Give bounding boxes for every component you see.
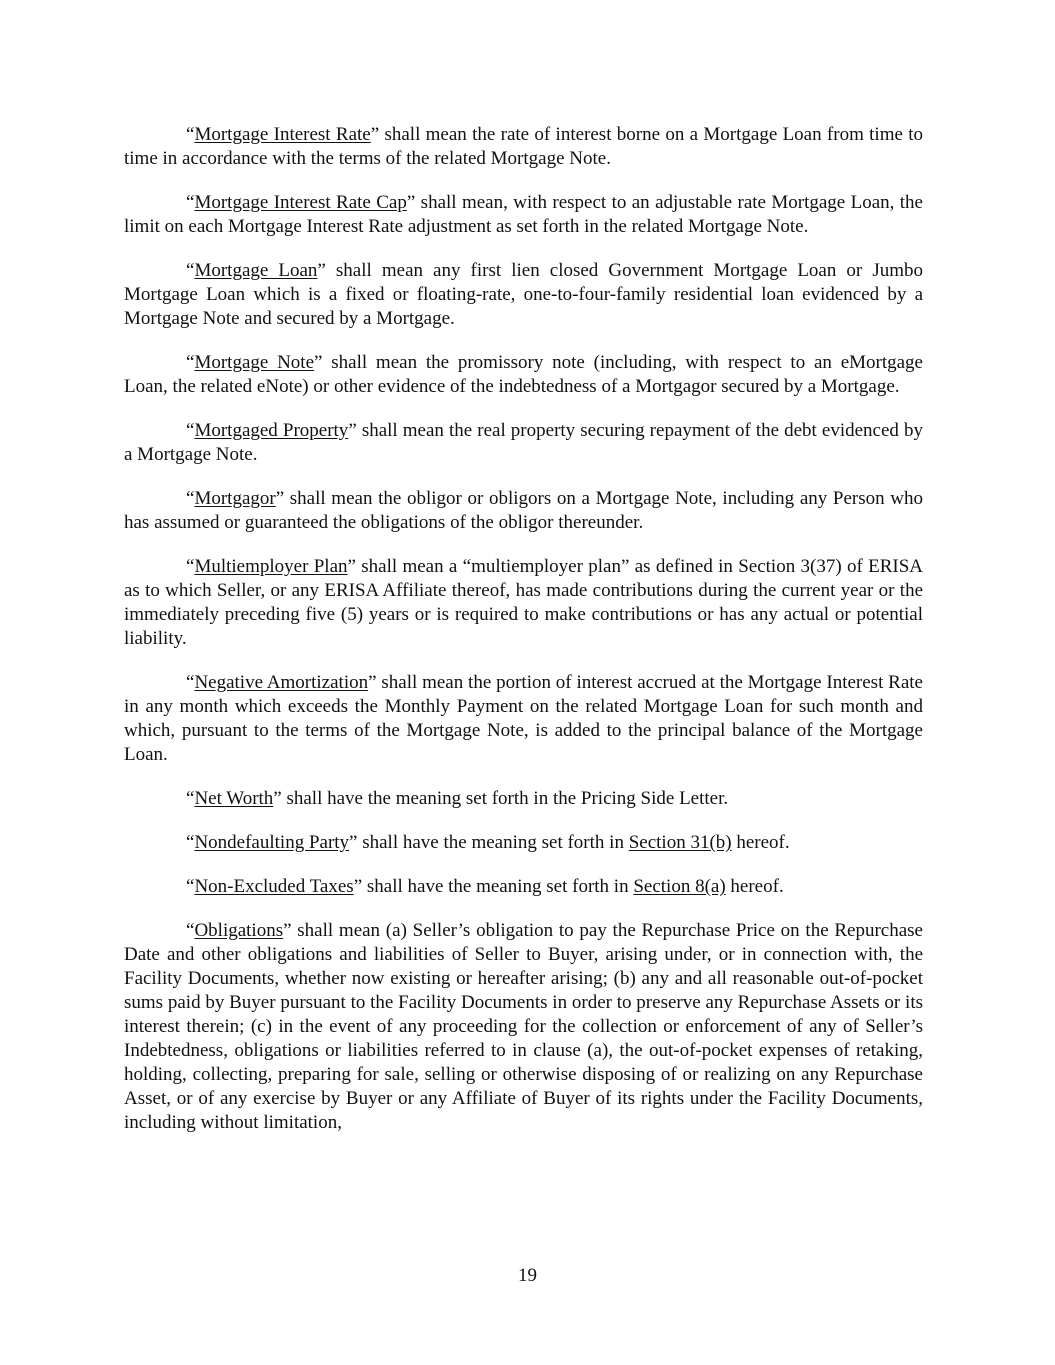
definition-text-tail: hereof. xyxy=(725,876,784,897)
section-reference: Section 31(b) xyxy=(628,832,732,853)
definition-mortgaged-property: “Mortgaged Property” shall mean the real property securing repayment of the debt evidenced by a Mortgage Note. xyxy=(124,420,923,465)
definition-text: shall mean the rate of interest borne on a Mortgage Loan from time to time in accordance with the terms of the related Mortgage Note. xyxy=(124,124,924,169)
definition-text: shall have the meaning set forth in the Pricing Side Letter. xyxy=(281,788,729,809)
defined-term: Obligations xyxy=(194,920,284,941)
definition-text-tail: hereof. xyxy=(731,832,790,853)
definition-text: shall mean the obligor or obligors on a Mortgage Note, including any Person who has assumed or guaranteed the obligations of the obligor thereunder. xyxy=(124,488,923,533)
definition-text: shall mean any first lien closed Government Mortgage Loan or Jumbo Mortgage Loan which is a fixed or floating-rate, one-to-four-family residential loan evidenced by a Mortgage Note and secured by a Mortgage. xyxy=(124,260,923,329)
defined-term: Mortgage Note xyxy=(194,352,315,373)
definition-text: shall mean the portion of interest accrued at the Mortgage Interest Rate in any month which exceeds the Monthly Payment on the related Mortgage Loan for such month and which, pursuant to the terms of the Mortgage Note, is added to the principal balance of the Mortgage Loan. xyxy=(124,672,923,765)
defined-term: Multiemployer Plan xyxy=(194,556,348,577)
defined-term: Net Worth xyxy=(194,788,274,809)
page-number: 19 xyxy=(518,1265,537,1286)
definition-text: shall mean (a) Seller’s obligation to pay the Repurchase Price on the Repurchase Date and other obligations and liabilities of Seller to Buyer, arising under, or in connection with, the Facility Documents, whether now existing or hereafter arising; (b) any and all reasonable out-of-pocket sums paid by Buyer pursuant to the Facility Documents in order to preserve any Repurchase Assets or its interest therein; (c) in the event of any proceeding for the collection or enforcement of any of Seller’s Indebtedness, obligations or liabilities referred to in clause (a), the out-of-pocket expenses of retaking, holding, collecting, preparing for sale, selling or otherwise disposing of or realizing on any Repurchase Asset, or of any exercise by Buyer or any Affiliate of Buyer of its rights under the Facility Documents, including without limitation, xyxy=(124,920,923,1133)
definition-mortgagor: “Mortgagor” shall mean the obligor or obligors on a Mortgage Note, including any Person who has assumed or guaranteed the obligations of the obligor thereunder. xyxy=(124,488,923,533)
definition-negative-amortization: “Negative Amortization” shall mean the portion of interest accrued at the Mortgage Interest Rate in any month which exceeds the Monthly Payment on the related Mortgage Loan for such month and which, pursuant to the terms of the Mortgage Note, is added to the principal balance of the Mortgage Loan. xyxy=(124,672,923,765)
definition-net-worth: “Net Worth” shall have the meaning set forth in the Pricing Side Letter. xyxy=(186,788,729,809)
definition-text: shall have the meaning set forth in xyxy=(357,832,629,853)
definition-mortgage-interest-rate: “Mortgage Interest Rate” shall mean the rate of interest borne on a Mortgage Loan from time to time in accordance with the terms of the related Mortgage Note. xyxy=(124,124,924,169)
definition-text: shall mean, with respect to an adjustable rate Mortgage Loan, the limit on each Mortgage Interest Rate adjustment as set forth in the related Mortgage Note. xyxy=(124,192,923,237)
section-reference: Section 8(a) xyxy=(633,876,726,897)
defined-term: Nondefaulting Party xyxy=(194,832,350,853)
defined-term: Negative Amortization xyxy=(194,672,369,693)
document-body xyxy=(124,123,923,1155)
definition-non-excluded-taxes: “Non-Excluded Taxes” shall have the meaning set forth in Section 8(a) hereof. xyxy=(186,876,784,897)
definition-nondefaulting-party: “Nondefaulting Party” shall have the meaning set forth in Section 31(b) hereof. xyxy=(186,832,790,853)
defined-term: Mortgaged Property xyxy=(194,420,349,441)
defined-term: Non-Excluded Taxes xyxy=(194,876,354,897)
definition-obligations: “Obligations” shall mean (a) Seller’s obligation to pay the Repurchase Price on the Repurchase Date and other obligations and liabilities of Seller to Buyer, arising under, or in connection with, the Facility Documents, whether now existing or hereafter arising; (b) any and all reasonable out-of-pocket sums paid by Buyer pursuant to the Facility Documents in order to preserve any Repurchase Assets or its interest therein; (c) in the event of any proceeding for the collection or enforcement of any of Seller’s Indebtedness, obligations or liabilities referred to in clause (a), the out-of-pocket expenses of retaking, holding, collecting, preparing for sale, selling or otherwise disposing of or realizing on any Repurchase Asset, or of any exercise by Buyer or any Affiliate of Buyer of its rights under the Facility Documents, including without limitation, xyxy=(124,920,923,1133)
definition-text: shall mean a “multiemployer plan” as defined in Section 3(37) of ERISA as to which Seller, or any ERISA Affiliate thereof, has made contributions during the current year or the immediately preceding five (5) years or is required to make contributions or has any actual or potential liability. xyxy=(124,556,923,649)
definition-text: shall mean the promissory note (including, with respect to an eMortgage Loan, the related eNote) or other evidence of the indebtedness of a Mortgagor secured by a Mortgage. xyxy=(124,352,923,397)
definition-mortgage-loan: “Mortgage Loan” shall mean any first lien closed Government Mortgage Loan or Jumbo Mortgage Loan which is a fixed or floating-rate, one-to-four-family residential loan evidenced by a Mortgage Note and secured by a Mortgage. xyxy=(124,260,923,329)
defined-term: Mortgage Loan xyxy=(194,260,318,281)
definition-text: shall mean the real property securing repayment of the debt evidenced by a Mortgage Note. xyxy=(124,420,923,465)
definition-mortgage-interest-rate-cap: “Mortgage Interest Rate Cap” shall mean, with respect to an adjustable rate Mortgage Loan, the limit on each Mortgage Interest Rate adjustment as set forth in the related Mortgage Note. xyxy=(124,192,923,237)
definition-multiemployer-plan: “Multiemployer Plan” shall mean a “multiemployer plan” as defined in Section 3(37) of ERISA as to which Seller, or any ERISA Affiliate thereof, has made contributions during the current year or the immediately preceding five (5) years or is required to make contributions or has any actual or potential liability. xyxy=(124,556,923,649)
defined-term: Mortgagor xyxy=(194,488,276,509)
defined-term: Mortgage Interest Rate Cap xyxy=(194,192,407,213)
definition-text: shall have the meaning set forth in xyxy=(362,876,634,897)
definition-mortgage-note: “Mortgage Note” shall mean the promissory note (including, with respect to an eMortgage Loan, the related eNote) or other evidence of the indebtedness of a Mortgagor secured by a Mortgage. xyxy=(124,352,923,397)
defined-term: Mortgage Interest Rate xyxy=(194,124,371,145)
